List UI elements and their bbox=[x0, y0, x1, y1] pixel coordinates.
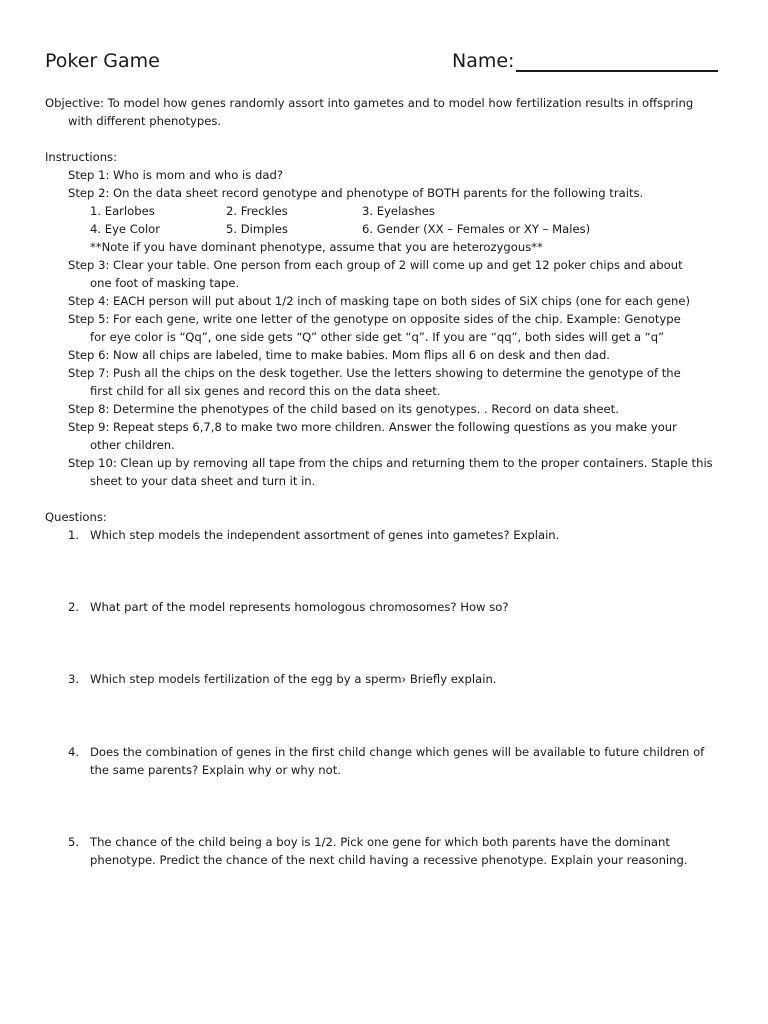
question-1-number: 1. bbox=[68, 528, 80, 542]
page-title: Poker Game bbox=[45, 50, 160, 72]
question-5-text-line-1: The chance of the child being a boy is 1/2. Pick one gene for which both parents have the dominant bbox=[90, 835, 670, 849]
question-2-number: 2. bbox=[68, 600, 80, 614]
name-label: Name: bbox=[452, 50, 515, 72]
trait-earlobes: 1. Earlobes bbox=[90, 204, 155, 218]
step-7-line-2: first child for all six genes and record this on the data sheet. bbox=[90, 384, 441, 398]
step-3-line-2: one foot of masking tape. bbox=[90, 276, 240, 290]
question-3-text: Which step models fertilization of the egg by a sperm› Briefly explain. bbox=[90, 672, 497, 686]
step-10-line-1: Step 10: Clean up by removing all tape from the chips and returning them to the proper containers. Staple this bbox=[68, 456, 713, 470]
step-9-line-2: other children. bbox=[90, 438, 175, 452]
objective-line-1: Objective: To model how genes randomly assort into gametes and to model how fertilization results in offspring bbox=[45, 96, 694, 110]
step-9-line-1: Step 9: Repeat steps 6,7,8 to make two more children. Answer the following questions as you make your bbox=[68, 420, 677, 434]
heterozygous-note: **Note if you have dominant phenotype, assume that you are heterozygous** bbox=[90, 240, 543, 254]
step-5-line-2: for eye color is “Qq”, one side gets “Q” other side get “q”. If you are “qq”, both sides will get a “q” bbox=[90, 330, 665, 344]
step-4: Step 4: EACH person will put about 1/2 inch of masking tape on both sides of SiX chips (one for each gene) bbox=[68, 294, 690, 308]
instructions-heading: Instructions: bbox=[45, 150, 117, 164]
trait-gender: 6. Gender (XX – Females or XY – Males) bbox=[362, 222, 591, 236]
question-1-text: Which step models the independent assortment of genes into gametes? Explain. bbox=[90, 528, 560, 542]
question-2-text: What part of the model represents homologous chromosomes? How so? bbox=[90, 600, 509, 614]
step-3-line-1: Step 3: Clear your table. One person from each group of 2 will come up and get 12 poker chips and about bbox=[68, 258, 683, 272]
trait-eyelashes: 3. Eyelashes bbox=[362, 204, 435, 218]
question-4-text-line-2: the same parents? Explain why or why not. bbox=[90, 763, 341, 777]
question-4-number: 4. bbox=[68, 745, 80, 759]
step-8: Step 8: Determine the phenotypes of the child based on its genotypes. . Record on data sheet. bbox=[68, 402, 619, 416]
step-5-line-1: Step 5: For each gene, write one letter of the genotype on opposite sides of the chip. Example: Genotype bbox=[68, 312, 681, 326]
step-2: Step 2: On the data sheet record genotype and phenotype of BOTH parents for the following traits. bbox=[68, 186, 644, 200]
question-4-text-line-1: Does the combination of genes in the first child change which genes will be available to future children of bbox=[90, 745, 705, 759]
question-5-number: 5. bbox=[68, 835, 80, 849]
step-6: Step 6: Now all chips are labeled, time to make babies. Mom flips all 6 on desk and then dad. bbox=[68, 348, 610, 362]
step-1: Step 1: Who is mom and who is dad? bbox=[68, 168, 283, 182]
questions-heading: Questions: bbox=[45, 510, 107, 524]
question-3-number: 3. bbox=[68, 672, 80, 686]
step-10-line-2: sheet to your data sheet and turn it in. bbox=[90, 474, 316, 488]
objective-line-2: with different phenotypes. bbox=[68, 114, 222, 128]
name-blank-line bbox=[516, 70, 718, 72]
question-5-text-line-2: phenotype. Predict the chance of the next child having a recessive phenotype. Explain your reasoning. bbox=[90, 853, 688, 867]
trait-eye-color: 4. Eye Color bbox=[90, 222, 161, 236]
trait-dimples: 5. Dimples bbox=[226, 222, 288, 236]
trait-freckles: 2. Freckles bbox=[226, 204, 288, 218]
step-7-line-1: Step 7: Push all the chips on the desk together. Use the letters showing to determine the genotype of the bbox=[68, 366, 681, 380]
